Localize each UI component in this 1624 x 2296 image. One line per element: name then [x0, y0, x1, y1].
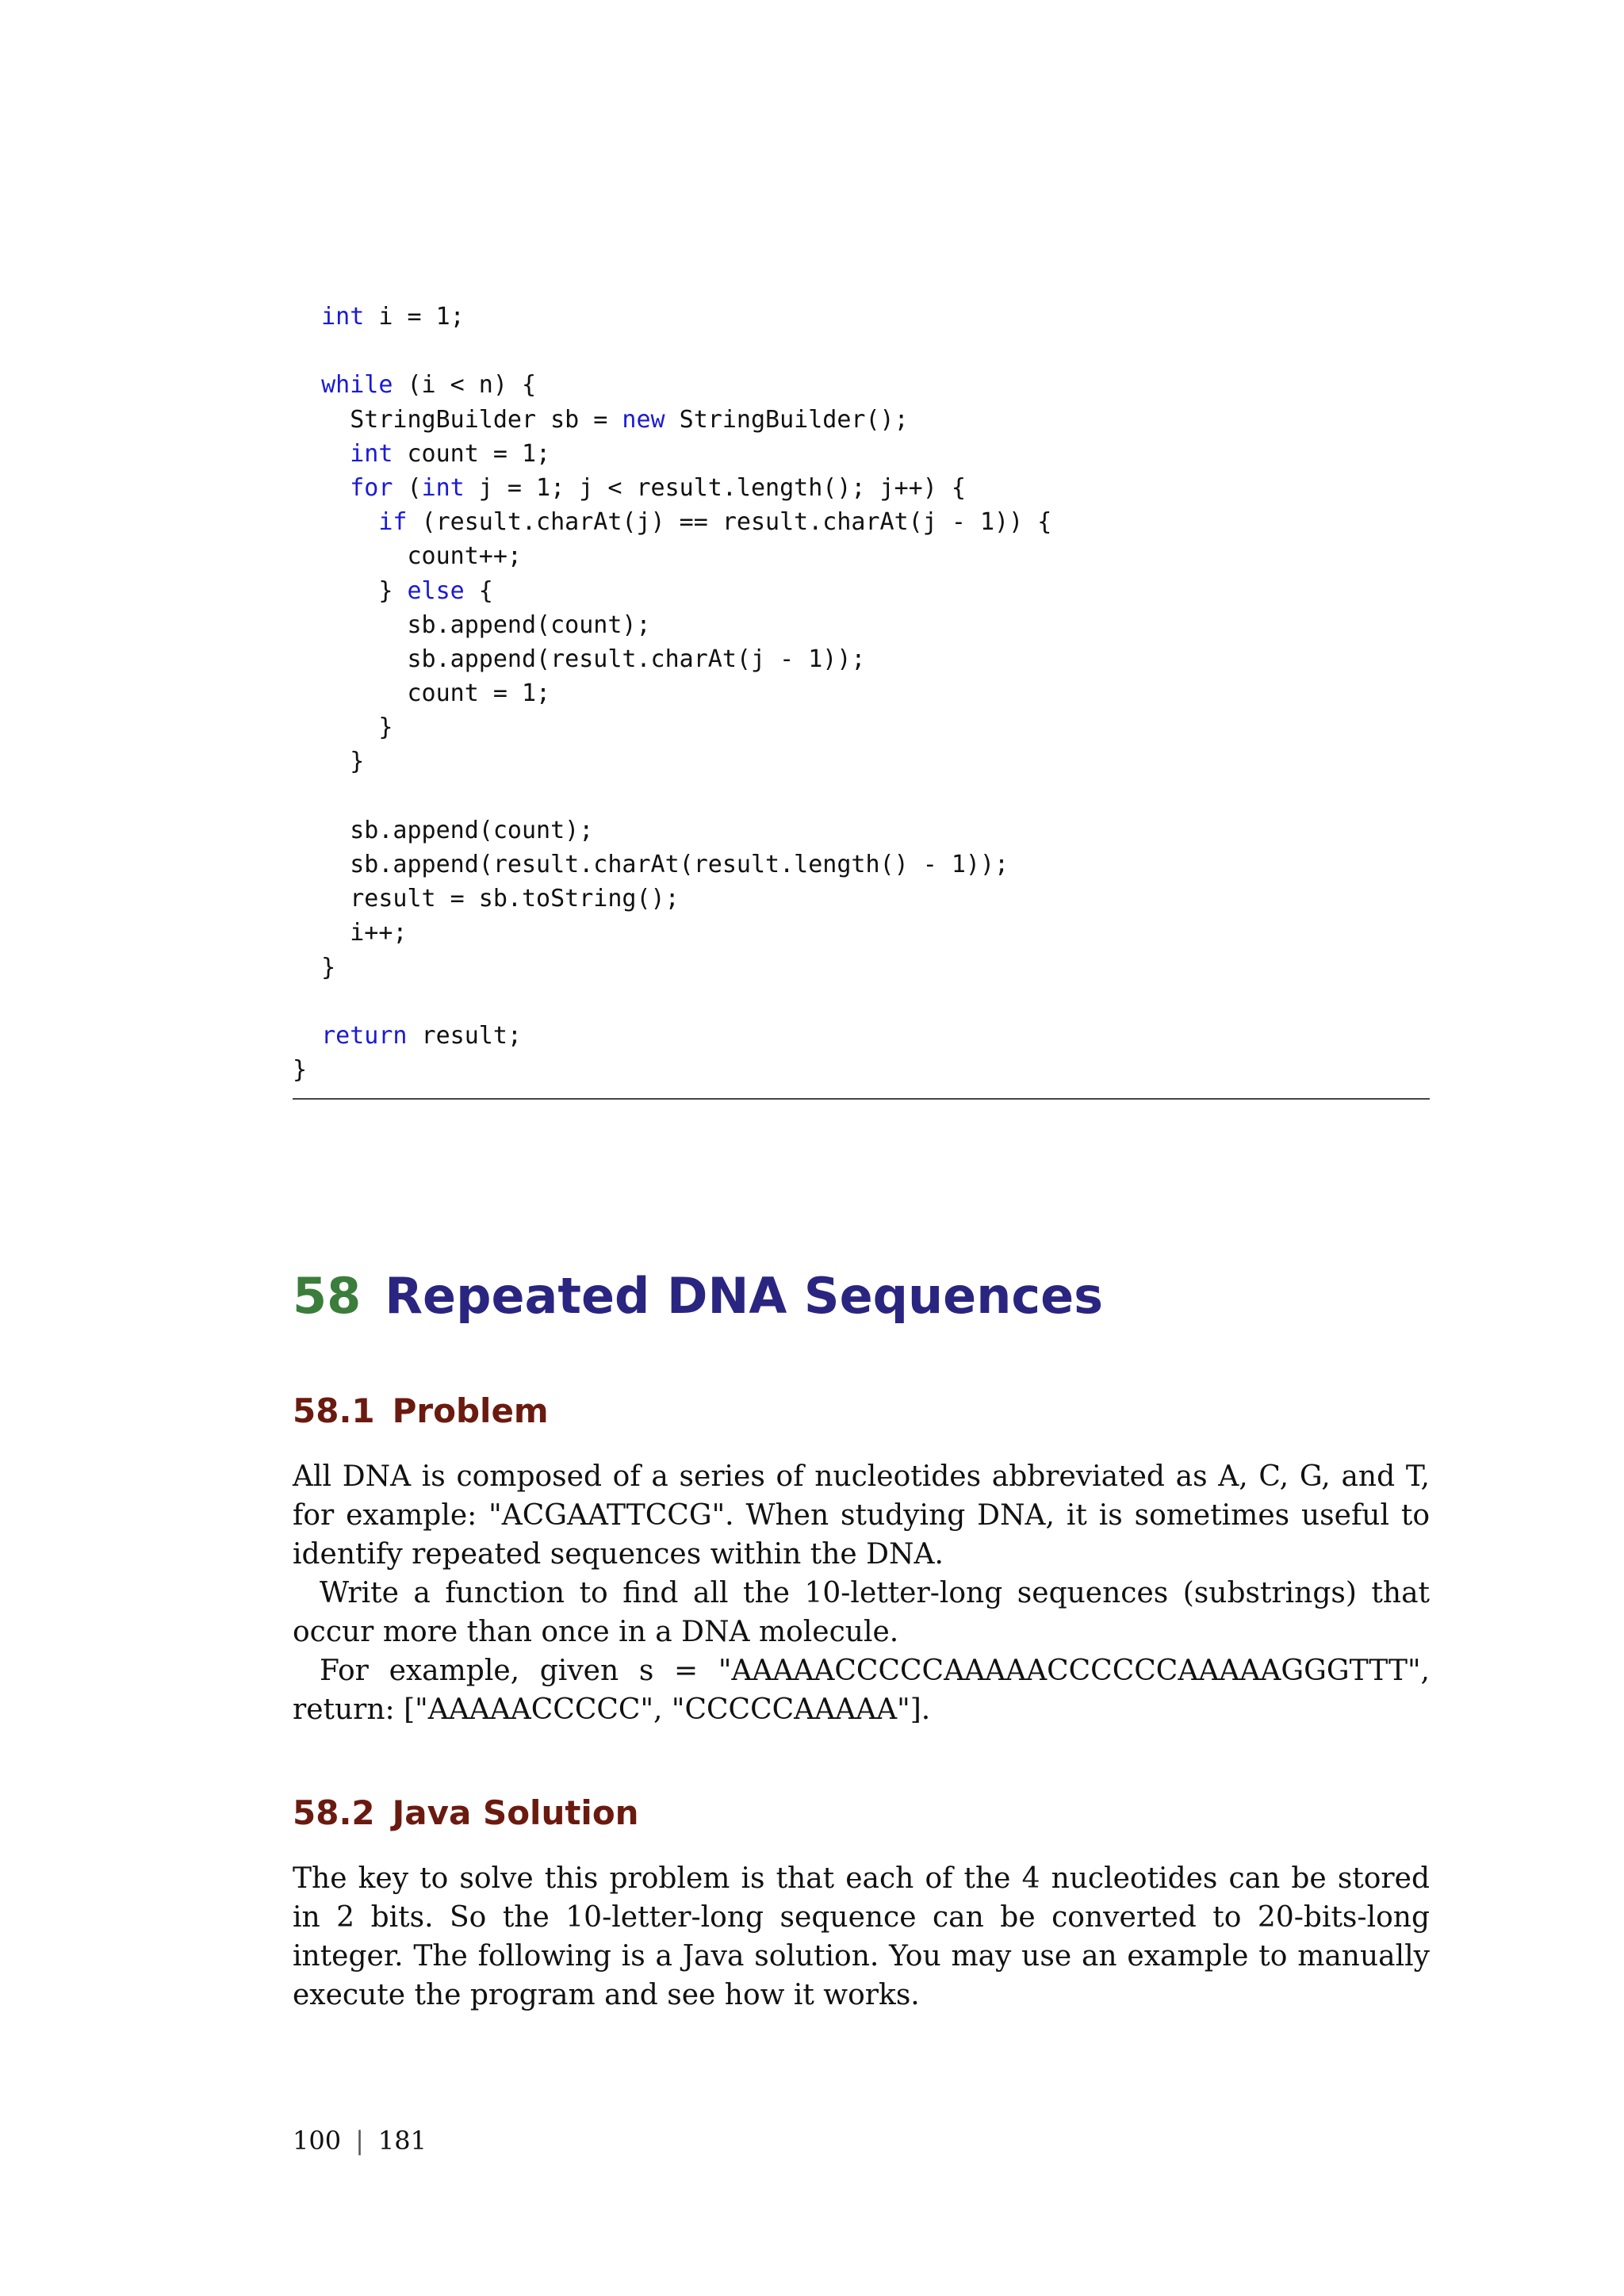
- code-keyword: while: [321, 371, 393, 400]
- code-line: [293, 368, 1430, 402]
- code-text: }: [293, 748, 365, 776]
- code-line: [293, 779, 1430, 813]
- code-text: count++;: [293, 542, 522, 571]
- section-number: 58.1: [293, 1391, 375, 1430]
- code-text: [293, 371, 321, 399]
- code-line: [293, 951, 1430, 985]
- code-keyword: else: [407, 576, 465, 605]
- code-text: j = 1; j < result.length(); j++) {: [464, 473, 966, 502]
- code-keyword: return: [321, 1021, 408, 1050]
- code-text: (i < n) {: [393, 371, 537, 400]
- code-text: [293, 474, 350, 502]
- code-text: [293, 1022, 321, 1050]
- chapter-heading: [293, 1265, 1103, 1328]
- code-text: }: [293, 714, 393, 742]
- code-line: [293, 642, 1430, 676]
- code-text: }: [293, 1056, 308, 1085]
- problem-paragraph-3: For example, given s = "AAAAACCCCCAAAAACCCCCCAAAAAGGGTTT", return: ["AAAAACCCCC", "CCCCCAAAAA"].: [293, 1655, 1430, 1726]
- code-text: i = 1;: [364, 303, 465, 331]
- code-keyword: int: [350, 439, 393, 468]
- code-line: [293, 403, 1430, 437]
- section-heading-problem: [293, 1389, 549, 1433]
- code-text: }: [293, 953, 336, 982]
- code-text: result;: [407, 1021, 522, 1050]
- code-line: [293, 676, 1430, 710]
- code-text: result = sb.toString();: [293, 885, 680, 913]
- footer-separator: |: [355, 2126, 364, 2156]
- code-keyword: new: [622, 405, 665, 434]
- page-number: 100: [293, 2126, 342, 2156]
- code-line: [293, 916, 1430, 950]
- code-line: [293, 505, 1430, 539]
- code-text: sb.append(count);: [293, 610, 651, 639]
- code-keyword: for: [350, 473, 393, 502]
- code-text: [293, 508, 378, 536]
- code-line: [293, 744, 1430, 779]
- code-block: [293, 300, 1430, 1087]
- code-line: [293, 882, 1430, 916]
- code-text: count = 1;: [393, 439, 551, 468]
- chapter-number: 58: [293, 1267, 362, 1325]
- section-title: Problem: [392, 1391, 549, 1430]
- code-line: [293, 300, 1430, 334]
- code-text: (: [393, 473, 422, 502]
- code-line: [293, 710, 1430, 744]
- code-line: [293, 539, 1430, 573]
- problem-paragraph-2: Write a function to find all the 10-letter-long sequences (substrings) that occur more than once in a DNA molecule.: [293, 1577, 1430, 1648]
- code-text: [293, 303, 321, 331]
- code-line: [293, 437, 1430, 471]
- code-text: {: [464, 576, 493, 605]
- code-text: [293, 440, 350, 468]
- section-number: 58.2: [293, 1793, 375, 1832]
- code-line: [293, 471, 1430, 505]
- code-line: [293, 574, 1430, 608]
- problem-paragraph-1: All DNA is composed of a series of nucleotides abbreviated as A, C, G, and T, for example: "ACGAATTCCG". When studying DNA, it is sometimes useful to identify repeated sequences within the DNA.: [293, 1460, 1430, 1571]
- code-line: [293, 813, 1430, 848]
- chapter-title: Repeated DNA Sequences: [385, 1267, 1104, 1325]
- section-heading-solution: [293, 1791, 639, 1835]
- page-total: 181: [377, 2126, 427, 2156]
- code-line: [293, 1053, 1430, 1087]
- code-text: i++;: [293, 919, 408, 947]
- code-text: sb.append(result.charAt(result.length() - 1));: [293, 851, 1009, 878]
- section-title: Java Solution: [392, 1793, 639, 1832]
- code-text: }: [293, 576, 408, 605]
- code-text: StringBuilder();: [665, 405, 909, 434]
- code-line: [293, 608, 1430, 642]
- code-line: [293, 334, 1430, 368]
- code-keyword: int: [321, 303, 365, 331]
- code-text: sb.append(result.charAt(j - 1));: [293, 645, 866, 673]
- code-block-divider: [293, 1098, 1430, 1100]
- code-line: [293, 848, 1430, 882]
- code-text: count = 1;: [293, 679, 551, 708]
- code-line: [293, 985, 1430, 1019]
- code-text: (result.charAt(j) == result.charAt(j - 1)) {: [407, 508, 1052, 537]
- code-keyword: int: [421, 473, 465, 502]
- code-keyword: if: [378, 508, 408, 537]
- page-footer: [293, 2125, 427, 2156]
- solution-paragraph: The key to solve this problem is that each of the 4 nucleotides can be stored in 2 bits. So the 10-letter-long sequence can be converted to 20-bits-long integer. The following is a Java solution. You may use an example to manually execute the program and see how it works.: [293, 1862, 1430, 2011]
- code-text: sb.append(count);: [293, 816, 594, 844]
- code-line: [293, 1019, 1430, 1053]
- code-text: StringBuilder sb =: [293, 405, 622, 434]
